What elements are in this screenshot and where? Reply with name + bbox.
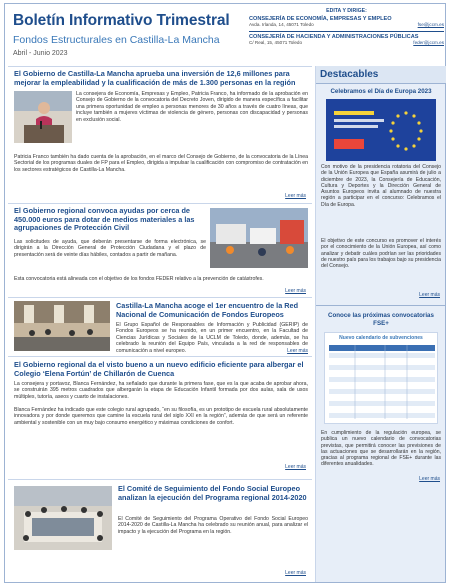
calendar-table-title: Nuevo calendario de subvenciones (339, 335, 423, 341)
article-title[interactable]: El Comité de Seguimiento del Fondo Social Europeo analizan la ejecución del Programa regional 2014-2020 (118, 484, 307, 502)
publisher-label: EDITA Y DIRIGE: (326, 8, 367, 14)
org1-address: Avda. Irlanda, 14, 45071 Toledo (249, 22, 314, 28)
sidebar-highlights (315, 66, 445, 582)
article-4 (8, 356, 312, 478)
read-more-link[interactable]: Leer más (419, 292, 440, 298)
article-body: La consejera y portavoz, Blanca Fernández, ha señalado que durante la primera fase, que es la que acaba de aprobar ahora, se construirán 395 metros cuadrados que albergarán la etapa de Educación Infantil formada por dos aulas, sala de usos múltiples, tutoría, aseos y cuarto de instalaciones. (14, 381, 308, 400)
article-body: El Comité de Seguimiento del Programa Operativo del Fondo Social Europeo 2014-2020 de Castilla-La Mancha ha celebrado su reunión anual, para analizar el impacto y la ejecución del Programa en la región. (118, 516, 308, 535)
europe-day-banner (326, 99, 436, 161)
europe-day-heading[interactable]: Celebramos el Día de Europa 2023 (330, 88, 432, 95)
header (5, 4, 445, 66)
articles-column (8, 66, 312, 582)
photo-committee (14, 486, 112, 550)
article-body-2: Patricia Franco también ha dado cuenta de la aprobación, en el marco del Consejo de Gobierno, de la convocatoria de la Línea Sectorial de los programas duales de FP para el Empleo, dirigida a impulsar la cualificación con compromiso de contratación en los sectores estratégicos de Castilla-La Mancha. (14, 154, 308, 173)
article-body: La consejera de Economía, Empresas y Empleo, Patricia Franco, ha informado de la aprobación en Consejo de Gobierno de la convocatoria del Decreto Joven, dirigido de manera específica a facilitar una primera oportunidad de empleo a personas menores de 30 años a través de cuatro líneas, que incluye también a mujeres víctimas de violencia de género, personas con discapacidad y personas en exclusión social. (76, 91, 308, 123)
read-more-link[interactable]: Leer más (285, 193, 306, 199)
newsletter-page (4, 3, 446, 583)
article-5 (8, 479, 312, 581)
newsletter-subtitle: Fondos Estructurales en Castilla-La Mancha (13, 34, 220, 46)
publisher-org-2: CONSEJERÍA DE HACIENDA Y ADMINISTRACIONES PÚBLICAS (249, 33, 419, 40)
read-more-link[interactable]: Leer más (419, 476, 440, 482)
article-title[interactable]: Castilla-La Mancha acoge el 1er encuentro de la Red Nacional de Comunicación de Fondos Europeos (116, 301, 299, 319)
article-title[interactable]: El Gobierno de Castilla-La Mancha aprueba una inversión de 12,6 millones para mejorar la empleabilidad y la cualificación de más de 1.300 personas en la región (14, 69, 296, 87)
org2-email-link[interactable]: feder@jccm.es (413, 40, 444, 46)
europe-day-body-2: El objetivo de este concurso es promover el interés por el conocimiento de la Unión Europea, así como analizar y debatir cuáles podrían ser las prioridades de nuestro país para los trabajos bajo su presidencia del Consejo. (321, 238, 441, 270)
photo-civil-protection (210, 208, 308, 268)
photo-meeting-hall (14, 301, 110, 351)
sidebar-title: Destacables (316, 66, 446, 84)
article-1 (8, 66, 312, 202)
org2-address: C/ Real, 15, 45071 Toledo (249, 40, 303, 46)
publisher-org-1: CONSEJERÍA DE ECONOMÍA, EMPRESAS Y EMPLEO (249, 15, 392, 22)
article-title[interactable]: El Gobierno regional convoca ayudas por cerca de 450.000 euros para dotar de medios materiales a las agrupaciones de Protección Civil (14, 206, 195, 233)
publisher-block (249, 8, 444, 47)
article-body-2: Blanca Fernández ha indicado que este colegio rural agrupado, “en su filosofía, es un prototipo de escuela rural absolutamente innovadora y por donde queremos que camine la escuela rural del siglo XXI en la región”, además de que será un referente ambiental y sostenible con un muy bajo consumo energético y máximas condiciones de confort. (14, 407, 308, 426)
article-body: Las solicitudes de ayuda, que deberán presentarse de forma electrónica, se dirigirán a la Dirección General de Protección Ciudadana y el plazo de presentación será de veinte días hábiles, contados a partir de mañana. (14, 239, 206, 258)
article-3 (8, 297, 312, 353)
article-body-2: Esta convocatoria está alineada con el objetivo de los fondos FEDER relativo a la prevención de catástrofes. (14, 276, 264, 282)
read-more-link[interactable]: Leer más (285, 570, 306, 576)
newsletter-date: Abril - Junio 2023 (13, 50, 68, 57)
fse-calls-body: En cumplimiento de la regulación europea, se publica un nuevo calendario de convocatorias previstas, que permitirá conocer las previsiones de las actuaciones que se desarrollarán en la región, gracias al programa regional de FSE+ durante las diferentes anualidades. (321, 430, 441, 468)
photo-speaker (14, 91, 72, 143)
fse-calls-heading[interactable]: Conoce las próximas convocatorias FSE+ (328, 312, 434, 327)
divider (249, 31, 444, 32)
divider (316, 305, 446, 306)
article-body: El Grupo Español de Responsables de Información y Publicidad (GERIP) de Fondos Europeos se ha reunido, en un primer encuentro, en la Facultad de Ciencias Jurídicas y Sociales de la UCLM de Toledo, donde, además, se ha celebrado la reunión del Equipo País, vinculada a la red de responsables de comunicación a nivel europeo. (116, 322, 308, 354)
europe-day-body: Con motivo de la presidencia rotatoria del Consejo de la Unión Europea que España asumirá de julio a diciembre de 2023, la Consejería de Educación, Cultura y Deportes y la Dirección General de Asuntos Europeos invita al alumnado de nuestra región a participar en el concurso: Celebramos el Día de Europa. (321, 164, 441, 208)
read-more-link[interactable]: Leer más (287, 348, 308, 354)
org1-email-link[interactable]: fse@jccm.es (417, 22, 444, 28)
article-2 (8, 203, 312, 296)
read-more-link[interactable]: Leer más (285, 288, 306, 294)
article-title[interactable]: El Gobierno regional da el visto bueno a un nuevo edificio eficiente para albergar el Colegio ‘Elena Fortún’ de Chillarón de Cuenca (14, 360, 304, 378)
read-more-link[interactable]: Leer más (285, 464, 306, 470)
newsletter-title: Boletín Informativo Trimestral (13, 12, 230, 29)
calendar-table (324, 332, 438, 424)
